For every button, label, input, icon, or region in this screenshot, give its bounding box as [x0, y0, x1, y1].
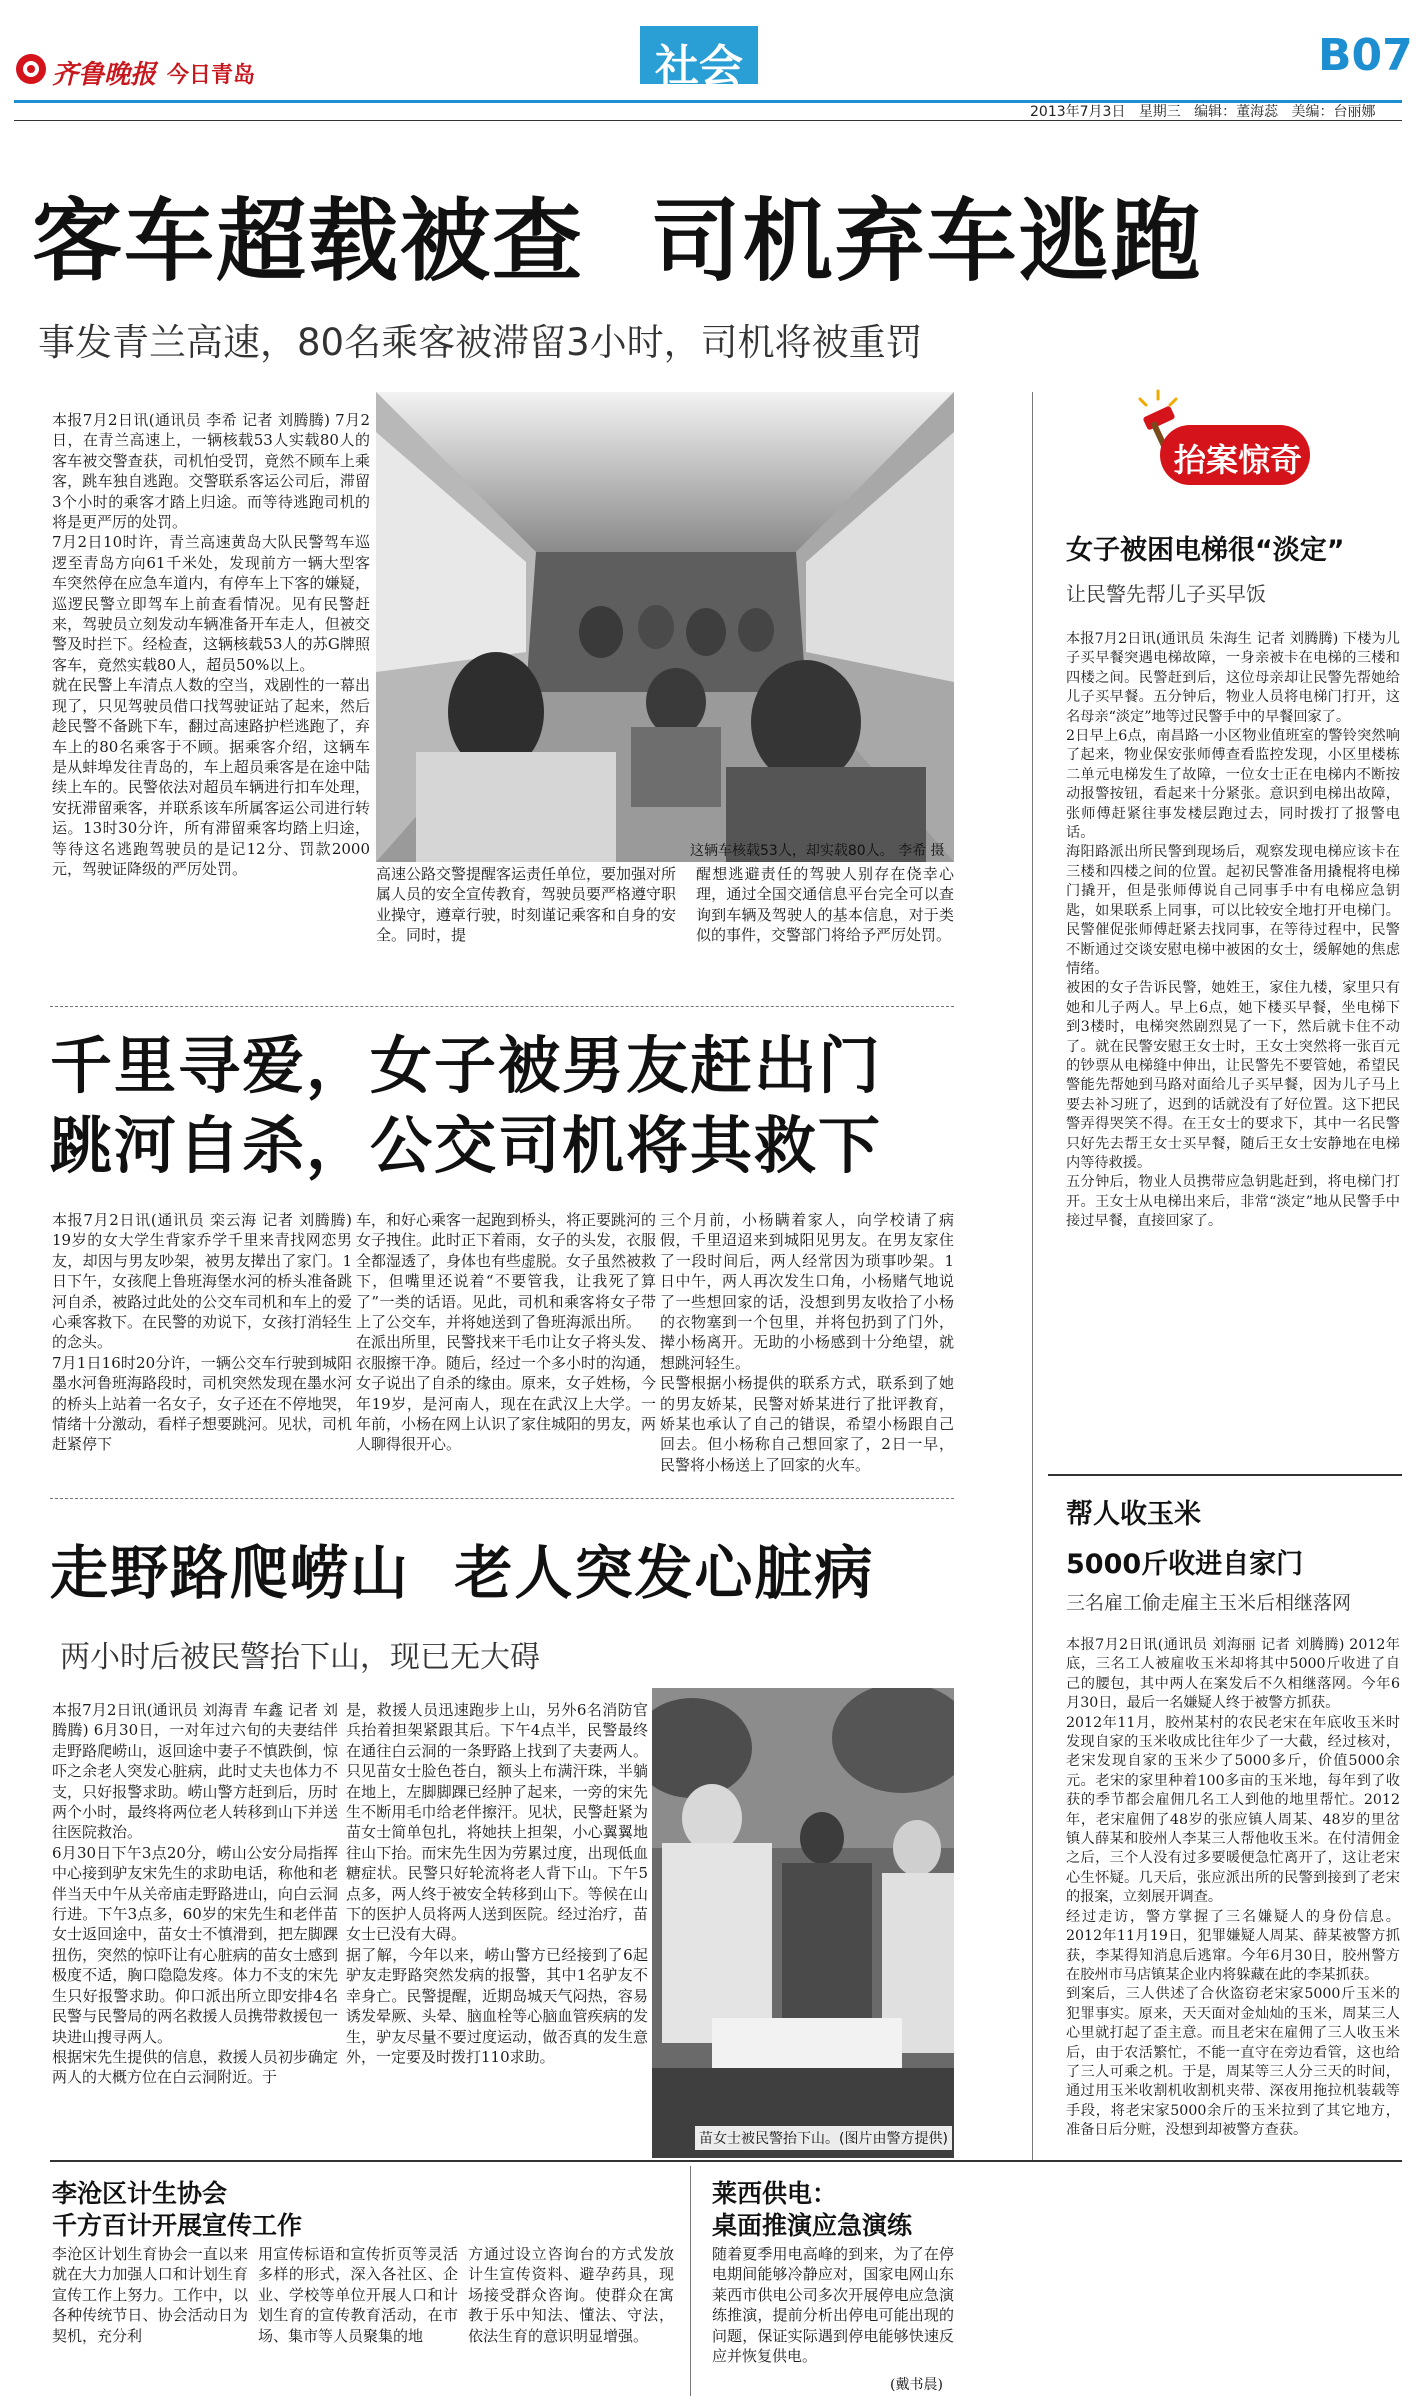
story3-subhead: 两小时后被民警抬下山，现已无大碍	[60, 1640, 540, 1675]
story2-column-1: 本报7月2日讯(通讯员 栾云海 记者 刘腾腾) 19岁的女大学生背家乔学千里来青找网恋男友，却因与男友吵架，被男友撵出了家门。1日下午，女孩爬上鲁班海堡水河的桥头准备跳河自杀，被路过此处的公交车司机和车上的爱心乘客救下。在民警的劝说下，女孩打消轻生的念头。 7月1日16时20分许，一辆公交车行驶到城阳墨水河鲁班海路段时，司机突然发现在墨水河的桥头上站着一名女子，女子还在不停地哭，情绪十分激动，看样子想要跳河。见状，司机赶紧停下	[52, 1211, 353, 1454]
side1-subhead: 让民警先帮儿子买早饭	[1066, 582, 1266, 606]
logo-emblem-icon	[14, 52, 48, 86]
story1-subhead: 事发青兰高速，80名乘客被滞留3小时，司机将被重罚	[38, 321, 923, 364]
side2-subhead: 三名雇工偷走雇主玉米后相继落网	[1066, 1592, 1352, 1614]
side-divider	[1048, 1474, 1402, 1476]
divider-2	[50, 1498, 954, 1499]
story1-column-1: 本报7月2日讯(通讯员 李希 记者 刘腾腾) 7月2日，在青兰高速上，一辆核载53人实载80人的客车被交警查获，司机怕受罚，竟然不顾车上乘客，跳车独自逃跑。交警联系客运公司后，滞留3个小时的乘客才踏上归途。而等待逃跑司机的将是更严厉的处罚。 7月2日10时许，青兰高速黄岛大队民警驾车巡逻至青岛方向61千米处，发现前方一辆大型客车突然停在应急车道内，有停车上下客的嫌疑，巡逻民警立即驾车上前查看情况。见有民警赶来，驾驶员立刻发动车辆准备开车走人，但被交警及时拦下。经检查，这辆核载53人的苏G牌照客车，竟然实载80人，超员50%以上。 就在民警上车清点人数的空当，戏剧性的一幕出现了，只见驾驶员借口找驾驶证站了起来，然后趁民警不备跳下车，翻过高速路护栏逃跑了，弃车上的80名乘客于不顾。据乘客介绍，这辆车是从蚌埠发往青岛的，车上超员乘客是在途中陆续上车的。民警依法对超员车辆进行扣车处理，安抚滞留乘客，并联系该车所属客运公司进行转运。13时30分许，所有滞留乘客均踏上归途，等待这名逃跑驾驶员的是记12分、罚款2000元，驾驶证降级的严厉处罚。	[52, 411, 370, 878]
date: 2013年7月3日	[1030, 104, 1126, 120]
side1-body: 本报7月2日讯(通讯员 朱海生 记者 刘腾腾) 下楼为儿子买早餐突遇电梯故障，一身亲被卡在电梯的三楼和四楼之间。民警赶到后，这位母亲却让民警先帮她给儿子买早餐。五分钟后，物业人员将电梯门打开，这名母亲“淡定”地等过民警手中的早餐回家了。 2日早上6点，南昌路一小区物业值班室的警铃突然响了起来，物业保安张师傅查看监控发现，小区里楼栋二单元电梯发生了故障，一位女士正在电梯内不断按动报警按钮，看起来十分紧张。意识到电梯出故障，张师傅赶紧往事发楼层跑过去，同时拨打了报警电话。 海阳路派出所民警到现场后，观察发现电梯应该卡在三楼和四楼之间的位置。起初民警准备用撬棍将电梯门撬开，但是张师傅说自己同事手中有电梯应急钥匙，如果联系上同事，可以比较安全地打开电梯门。民警催促张师傅赶紧去找同事，在等待过程中，民警不断通过交谈安慰电梯中被困的女士，缓解她的焦虑情绪。 被困的女子告诉民警，她姓王，家住九楼，家里只有她和儿子两人。早上6点，她下楼买早餐，坐电梯下到3楼时，电梯突然剧烈晃了一下，然后就卡住不动了。就在民警安慰王女士时，王女士突然将一张百元的钞票从电梯缝中伸出，让民警先不要管她，希望民警能先帮她到马路对面给儿子买早餐，因为儿子马上要去补习班了，迟到的话就没有了好位置。这下把民警弄得哭笑不得。在王女士的要求下，其中一名民警只好先去帮王女士买早餐，随后王女士安静地在电梯内等待救援。 五分钟后，物业人员携带应急钥匙赶到，将电梯门打开。王女士从电梯出来后，非常“淡定”地从民警手中接过早餐，直接回家了。	[1066, 631, 1400, 1230]
story3-photo-caption: 苗女士被民警抬下山。(图片由警方提供)	[695, 2126, 952, 2150]
designer: 美编：台丽娜	[1291, 104, 1376, 120]
story2-headline-line2: 跳河自杀，公交司机将其救下	[50, 1109, 883, 1182]
weekday: 星期三	[1138, 104, 1181, 120]
brief2-headline-line1: 莱西供电：	[712, 2179, 838, 2208]
story1-headline: 客车超载被查 司机弃车逃跑	[32, 189, 1203, 294]
editor: 编辑：董海蕊	[1194, 104, 1279, 120]
story1-photo-bus-interior	[376, 392, 954, 862]
side2-headline-line2: 5000斤收进自家门	[1066, 1549, 1304, 1580]
story2-column-2: 车，和好心乘客一起跑到桥头，将正要跳河的女子拽住。此时正下着雨，女子的头发，衣服全都湿透了，身体也有些虚脱。女子虽然被救下，但嘴里还说着“不要管我，让我死了算了”一类的话语。见此，司机和乘客将女子带上了公交车，并将她送到了鲁班海派出所。 在派出所里，民警找来干毛巾让女子将头发、衣服擦干净。随后，经过一个多小时的沟通，女子说出了自杀的缘由。原来，女子姓杨，今年19岁，是河南人，现在在武汉上大学。一年前，小杨在网上认识了家住城阳的男友，两人聊得很开心。	[356, 1211, 657, 1454]
page-number: B07	[1318, 30, 1413, 81]
side2-body: 本报7月2日讯(通讯员 刘海丽 记者 刘腾腾) 2012年底，三名工人被雇收玉米却将其中5000斤收进了自己的腰包，其中两人在案发后不久相继落网。今年6月30日，最后一名嫌疑人终于被警方抓获。 2012年11月，胶州某村的农民老宋在年底收玉米时发现自家的玉米收成比往年少了一大截，经过核对，老宋发现自家的玉米少了5000多斤，价值5000余元。老宋的家里种着100多亩的玉米地，每年到了收获的季节都会雇佣几名工人到他的地里帮忙。2012年，老宋雇佣了48岁的张应镇人周某、48岁的里岔镇人薛某和胶州人李某三人帮他收玉米。在付清佣金之后，三个人没有过多要暖便急忙离开了，这让老宋心生怀疑。几天后，张应派出所的民警到接到了老宋的报案，立刻展开调查。 经过走访，警方掌握了三名嫌疑人的身份信息。2012年11月19日，犯罪嫌疑人周某、薛某被警方抓获，李某得知消息后逃窜。今年6月30日，胶州警方在胶州市马店镇某企业内将躲藏在此的李某抓获。 到案后，三人供述了合伙盗窃老宋家5000斤玉米的犯罪事实。原来，天天面对金灿灿的玉米，周某三人心里就打起了歪主意。而且老宋在雇佣了三人收玉米后，由于农活繁忙，不能一直守在旁边看管，这也给了三人可乘之机。于是，周某等三人分三天的时间，通过用玉米收割机收割机夹带、深夜用拖拉机装载等手段，将老宋家5000余斤的玉米拉到了其它地方，准备日后分赃，没想到却被警方查获。	[1066, 1637, 1400, 2139]
edition-name: 今日青岛	[167, 63, 256, 88]
story3-photo-rescue	[652, 1688, 954, 2158]
story3-column-1: 本报7月2日讯(通讯员 刘海青 车鑫 记者 刘腾腾) 6月30日，一对年过六旬的夫妻结伴走野路爬崂山，返回途中妻子不慎跌倒，惊吓之余老人突发心脏病，此时丈夫也体力不支，只好报警求助。崂山警方赶到后，历时两个小时，最终将两位老人转移到山下并送往医院救治。 6月30日下午3点20分，崂山公安分局指挥中心接到驴友宋先生的求助电话，称他和老伴当天中午从关帝庙走野路进山，向白云洞行进。下午3点多，60岁的宋先生和老伴苗女士返回途中，苗女士不慎滑到，把左脚踝扭伤，突然的惊吓让有心脏病的苗女士感到极度不适，胸口隐隐发疼。体力不支的宋先生只好报警求助。仰口派出所立即安排4名民警与民警局的两名救援人员携带救援包一块进山搜寻两人。 根据宋先生提供的信息，救援人员初步确定两人的大概方位在白云洞附近。于	[52, 1701, 338, 2087]
brief2-byline: (戴书晨)	[890, 2377, 943, 2393]
bus-interior-image	[376, 392, 954, 862]
story2-headline-line1: 千里寻爱，女子被男友赶出门	[50, 1029, 883, 1102]
brief2-body: 随着夏季用电高峰的到来，为了在停电期间能够冷静应对，国家电网山东莱西市供电公司多次开展停电应急演练推演，提前分析出停电可能出现的问题，保证实际遇到停电能够快速反应并恢复供电。	[712, 2245, 954, 2366]
brief1-headline-line2: 千方百计开展宣传工作	[52, 2211, 303, 2240]
story1-column-2: 高速公路交警提醒客运责任单位，要加强对所属人员的安全宣传教育，驾驶员要严格遵守职业操守，遵章行驶，时刻谨记乘客和自身的安全。同时，提	[376, 865, 677, 945]
brief2-headline-line2: 桌面推演应急演练	[712, 2211, 913, 2240]
masthead	[0, 0, 1417, 120]
rescue-image	[652, 1688, 954, 2158]
side1-headline: 女子被困电梯很“淡定”	[1066, 535, 1345, 566]
section-title: 社会	[655, 41, 743, 92]
logo-text: 齐鲁晚报	[52, 60, 157, 90]
story3-column-2: 是，救援人员迅速跑步上山，另外6名消防官兵抬着担架紧跟其后。下午4点半，民警最终在通往白云洞的一条野路上找到了夫妻两人。只见苗女士脸色苍白，额头上布满汗珠，半躺在地上，左脚脚踝已经肿了起来，一旁的宋先生不断用毛巾给老伴擦汗。见状，民警赶紧为苗女士简单包扎，将她扶上担架，小心翼翼地往山下抬。而宋先生因为劳累过度，出现低血糖症状。民警只好轮流将老人背下山。下午5点多，两人终于被安全转移到山下。等候在山下的医护人员将两人送到医院。经过治疗，苗女士已没有大碍。 据了解，今年以来，崂山警方已经接到了6起驴友走野路突然发病的报警，其中1名驴友不幸身亡。民警提醒，近期岛城天气闷热，容易诱发晕厥、头晕、脑血栓等心脑血管疾病的发生，驴友尽量不要过度运动，做否真的发生意外，一定要及时拨打110求助。	[346, 1701, 648, 2066]
brief1-column-3: 方通过设立咨询台的方式发放计生宣传资料、避孕药具，现场接受群众咨询。使群众在寓教于乐中知法、懂法、守法，依法生育的意识明显增强。	[468, 2245, 674, 2345]
side1-badge	[1130, 385, 1330, 505]
brief1-headline-line1: 李沧区计生协会	[52, 2179, 228, 2208]
briefs-separator	[690, 2166, 691, 2396]
story1-photo-caption: 这辆车核载53人，却实载80人。 李希 摄	[690, 843, 945, 859]
brief1-column-2: 用宣传标语和宣传折页等灵活多样的形式，深入各社区、企业、学校等单位开展人口和计划生育的宣传教育活动，在市场、集市等人员聚集的地	[258, 2245, 458, 2345]
sidebar-separator	[1032, 392, 1033, 2160]
masthead-rule-bottom	[14, 120, 1402, 121]
story1-column-3: 醒想逃避责任的驾驶人别存在侥幸心理，通过全国交通信息平台完全可以查询到车辆及驾驶人的基本信息，对于类似的事件，交警部门将给予严厉处罚。	[696, 865, 954, 945]
story3-headline: 走野路爬崂山 老人突发心脏病	[50, 1539, 875, 1607]
divider-1	[50, 1006, 954, 1007]
badge-text: 抬案惊奇	[1174, 441, 1303, 479]
side2-headline-line1: 帮人收玉米	[1066, 1499, 1201, 1530]
story2-column-3: 三个月前，小杨瞒着家人，向学校请了病假，千里迢迢来到城阳见男友。在男友家住了一段时间后，两人经常因为琐事吵架。1日中午，两人再次发生口角，小杨赌气地说了一些想回家的话，没想到男友收拾了小杨的衣物塞到一个包里，并将包扔到了门外，撵小杨离开。无助的小杨感到十分绝望，就想跳河轻生。 民警根据小杨提供的联系方式，联系到了她的男友娇某，民警对娇某进行了批评教育，娇某也承认了自己的错误，希望小杨跟自己回去。但小杨称自己想回家了，2日一早，民警将小杨送上了回家的火车。	[660, 1211, 954, 1474]
brief1-column-1: 李沧区计划生育协会一直以来就在大力加强人口和计划生育宣传工作上努力。工作中，以各种传统节日、协会活动日为契机，充分利	[52, 2245, 248, 2345]
date-line	[1030, 101, 1376, 121]
